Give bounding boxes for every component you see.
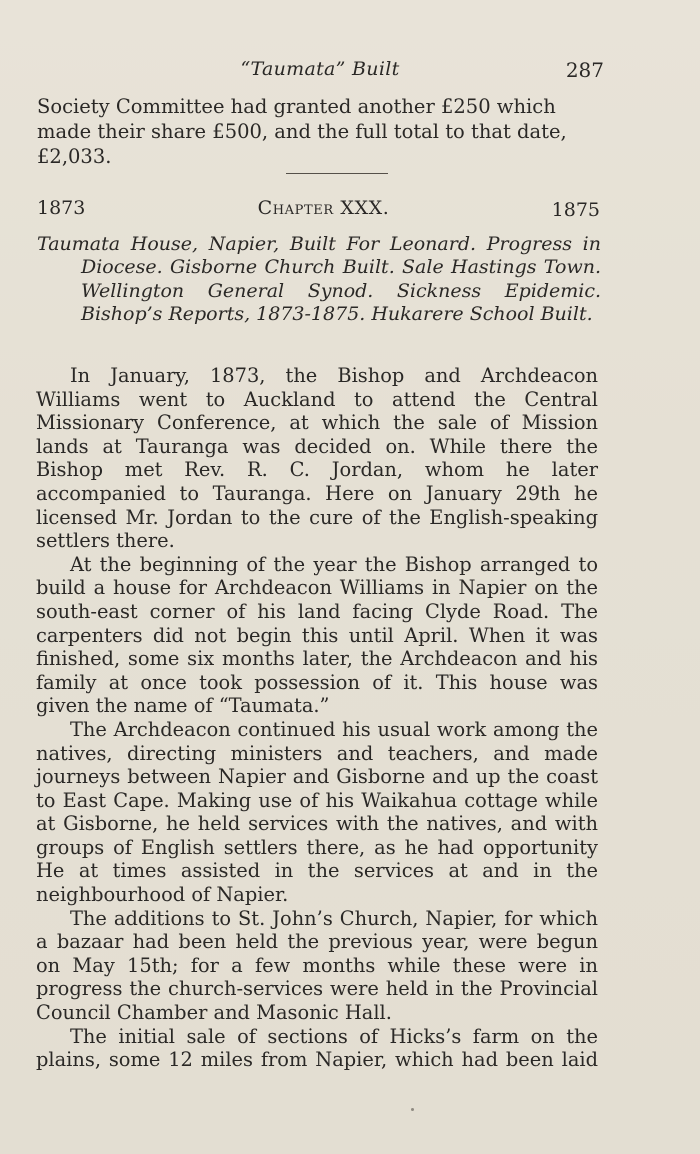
paragraph: The additions to St. John’s Church, Napier, for which a bazaar had been held the previous year, were begun on May 15th; for a few months while these were in progress the church-services were held in the Provincial Council Chamber and Masonic Hall.: [36, 906, 598, 1025]
paragraph: The initial sale of sections of Hicks’s farm on the plains, some 12 miles from Napier, which had been laid: [36, 1024, 598, 1072]
section-divider: [286, 173, 388, 174]
paragraph: In January, 1873, the Bishop and Archdeacon Williams went to Auckland to attend the Central Missionary Conference, at which the sale of Mission lands at Tauranga was decided on. While there the Bishop met Rev. R. C. Jordan, whom he later accompanied to Tauranga. Here on January 29th he licensed Mr. Jordan to the cure of the English-speaking settlers there.: [36, 364, 598, 553]
paper-speck: [411, 1108, 414, 1111]
paragraph: At the beginning of the year the Bishop arranged to build a house for Archdeacon Williams in Napier on the south-east corner of his land facing Clyde Road. The carpenters did not begin this until April. When it was finished, some six months later, the Archdeacon and his family at once took possession of it. This house was given the name of “Taumata.”: [36, 552, 598, 718]
page-number: 287: [565, 58, 604, 82]
chapter-title: Chapter XXX.: [257, 197, 390, 219]
carryover-paragraph: Society Committee had granted another £250 which made their share £500, and the full total to that date, £2,033.: [37, 95, 567, 168]
chapter-summary: Taumata House, Napier, Built For Leonard. Progress in Diocese. Gisborne Church Built. Sale Hastings Town. Wellington General Synod. Sickness Epidemic. Bishop’s Reports, 1873-1875. Hukarere School Built.: [37, 233, 601, 325]
chapter-year-end: 1875: [551, 199, 600, 221]
chapter-heading: [37, 197, 600, 223]
chapter-year-start: 1873: [37, 197, 86, 219]
paragraph: The Archdeacon continued his usual work among the natives, directing ministers and teachers, and made journeys between Napier and Gisborne and up the coast to East Cape. Making use of his Waikahua cottage while at Gisborne, he held services with the natives, and with groups of English settlers there, as he had opportunity He at times assisted in the services at and in the neighbourhood of Napier.: [36, 717, 598, 907]
running-head: [36, 56, 604, 84]
body-text: [36, 364, 598, 1072]
running-title: “Taumata” Built: [240, 58, 400, 80]
